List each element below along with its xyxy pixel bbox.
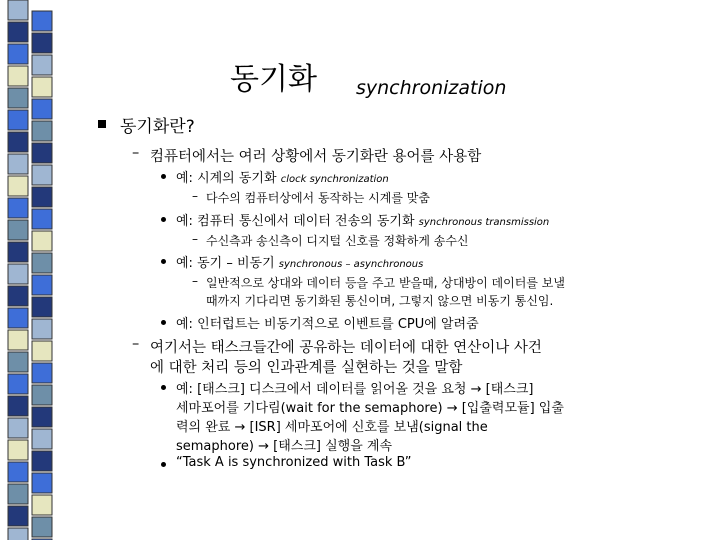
stripe-square [8,0,28,20]
example-sync-async-detail-1: 일반적으로 상대와 데이터 등을 주고 받을때, 상대방이 데이터를 보낼 [206,276,565,290]
stripe-square [32,275,52,295]
dash-icon: – [192,189,198,203]
example-task-flow-3: 력의 완료 → [ISR] 세마포어에 신호를 보냄(signal the [176,420,488,435]
stripe-square [8,418,28,438]
stripe-square [32,363,52,383]
example-clock-english: clock synchronization [280,174,389,185]
stripe-square [32,385,52,405]
stripe-square [8,220,28,240]
stripe-square [8,88,28,108]
example-task-flow-4: semaphore) → [태스크] 실행을 계속 [176,439,393,454]
stripe-square [8,528,28,540]
bullet-sync-question: 동기화란? [120,117,195,137]
dot-bullet-icon [161,320,166,325]
bullet-computer-usage: 컴퓨터에서는 여러 상황에서 동기화란 용어를 사용함 [150,149,482,165]
stripe-square [32,55,52,75]
stripe-square [8,462,28,482]
dot-bullet-icon [161,385,166,390]
stripe-square [32,429,52,449]
example-sync-async-detail-2: 때까지 기다리면 동기화된 통신이며, 그렇지 않으면 비동기 통신임. [206,294,554,308]
stripe-square [32,187,52,207]
stripe-square [8,154,28,174]
example-task-flow-1: 예: [태스크] 디스크에서 데이터를 읽어올 것을 요청 → [태스크] [176,382,534,397]
stripe-square [8,286,28,306]
stripe-square [32,451,52,471]
dash-icon: – [132,145,140,161]
stripe-square [32,231,52,251]
example-sync-async-english: synchronous – asynchronous [278,259,424,270]
example-sync-async [176,252,423,271]
stripe-square [8,44,28,64]
stripe-square [32,99,52,119]
decorative-square-stripe [0,0,60,540]
stripe-square [8,440,28,460]
stripe-square [32,121,52,141]
stripe-square [32,143,52,163]
dot-bullet-icon [161,174,166,179]
stripe-square [8,176,28,196]
stripe-square [8,484,28,504]
stripe-square [8,308,28,328]
stripe-square [32,77,52,97]
stripe-square [8,66,28,86]
bullet-task-definition-1: 여기서는 태스크들간에 공유하는 데이터에 대한 연산이나 사건 [150,340,542,356]
dash-icon: – [192,232,198,246]
stripe-square [32,341,52,361]
example-clock-label: 예: 시계의 동기화 [176,171,277,186]
example-interrupt: 예: 인터럽트는 비동기적으로 이벤트를 CPU에 알려줌 [176,317,479,332]
stripe-square [32,253,52,273]
stripe-square [8,506,28,526]
example-transmission [176,210,549,229]
example-transmission-label: 예: 컴퓨터 통신에서 데이터 전송의 동기화 [176,214,415,229]
stripe-square [32,517,52,537]
stripe-square [32,165,52,185]
stripe-square [8,352,28,372]
stripe-square [8,198,28,218]
stripe-square [32,11,52,31]
example-transmission-english: synchronous transmission [418,217,550,228]
slide-title: 동기화 [230,62,317,97]
example-clock-detail: 다수의 컴퓨터상에서 동작하는 시계를 맞춤 [206,191,430,205]
stripe-square [32,33,52,53]
stripe-square [8,374,28,394]
example-task-quote: “Task A is synchronized with Task B” [176,455,412,470]
stripe-square [32,209,52,229]
bullet-task-definition-2: 에 대한 처리 등의 인과관계를 실현하는 것을 말함 [150,360,463,376]
stripe-square [32,297,52,317]
stripe-square [8,330,28,350]
stripe-square [32,407,52,427]
dot-bullet-icon [161,462,166,467]
dot-bullet-icon [161,259,166,264]
stripe-square [8,396,28,416]
square-bullet-icon [98,120,106,128]
example-task-flow-2: 세마포어를 기다림(wait for the semaphore) → [입출력모듈] 입출 [176,401,564,416]
slide-title-english: synchronization [356,77,507,99]
stripe-square [32,319,52,339]
stripe-square [8,242,28,262]
dash-icon: – [192,274,198,288]
dot-bullet-icon [161,217,166,222]
stripe-square [8,132,28,152]
example-transmission-detail: 수신측과 송신측이 디지털 신호를 정확하게 송수신 [206,234,469,248]
example-clock [176,167,389,186]
dash-icon: – [132,336,140,352]
stripe-square [32,495,52,515]
stripe-square [8,264,28,284]
example-sync-async-label: 예: 동기 – 비동기 [176,256,275,271]
stripe-square [8,110,28,130]
stripe-square [8,22,28,42]
stripe-square [32,473,52,493]
